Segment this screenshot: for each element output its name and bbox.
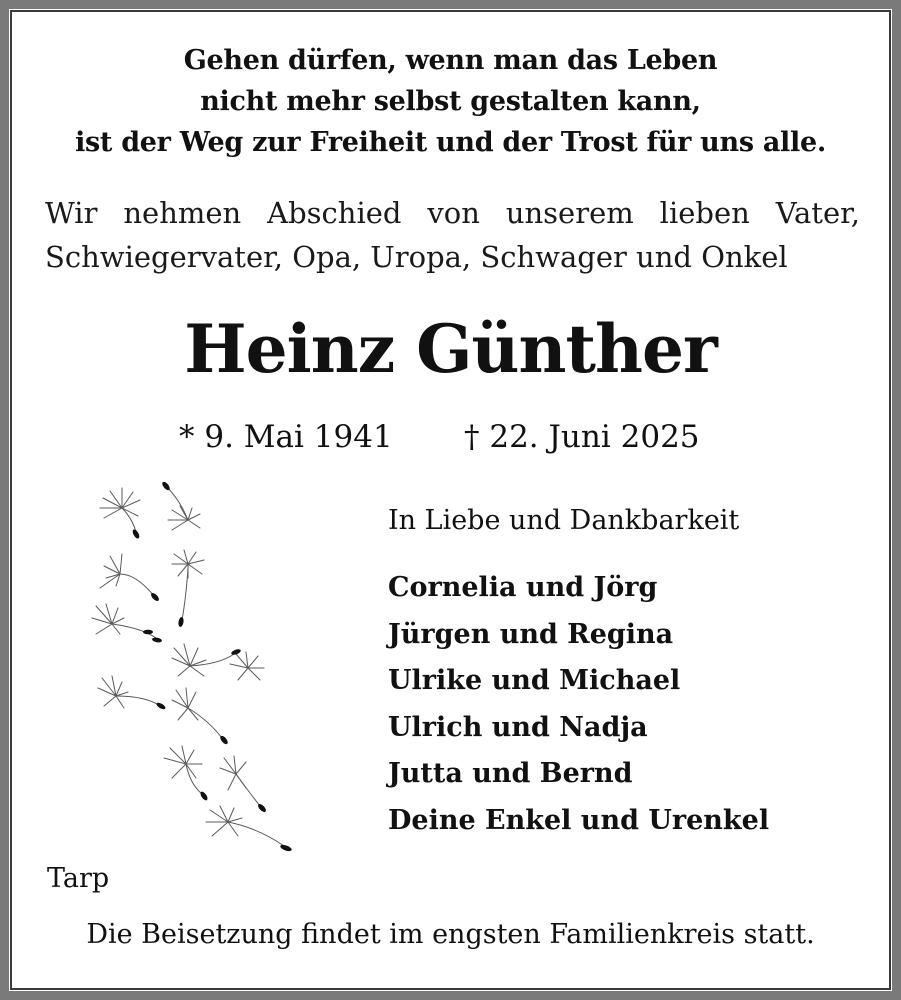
intro-line: Wir nehmen Abschied von unserem lieben Vater, xyxy=(45,196,860,230)
intro-line: Schwiegervater, Opa, Uropa, Schwager und Onkel xyxy=(45,240,788,274)
mourner-name: Jürgen und Regina xyxy=(388,618,674,650)
motto-verse xyxy=(0,40,901,163)
intro-text xyxy=(45,191,860,279)
mourner-name: Ulrich und Nadja xyxy=(388,711,648,743)
deceased-name: Heinz Günther xyxy=(184,310,717,388)
mourner-name: Cornelia und Jörg xyxy=(388,572,658,603)
mourner-name: Ulrike und Michael xyxy=(388,665,681,696)
motto-line: Gehen dürfen, wenn man das Leben xyxy=(183,45,718,76)
place-name: Tarp xyxy=(47,863,110,894)
motto-line: nicht mehr selbst gestalten kann, xyxy=(200,86,701,117)
motto-line: ist der Weg zur Freiheit und der Trost für uns alle. xyxy=(75,127,826,158)
closing-phrase: In Liebe und Dankbarkeit xyxy=(388,505,740,536)
death-date: † 22. Juni 2025 xyxy=(464,419,700,455)
mourner-name: Jutta und Bernd xyxy=(388,758,633,789)
birth-date: * 9. Mai 1941 xyxy=(179,419,393,455)
mourners-list xyxy=(388,565,769,844)
dandelion-icon xyxy=(88,478,308,863)
mourner-name: Deine Enkel und Urenkel xyxy=(388,804,770,836)
funeral-notice: Die Beisetzung findet im engsten Familienkreis statt. xyxy=(86,919,815,950)
